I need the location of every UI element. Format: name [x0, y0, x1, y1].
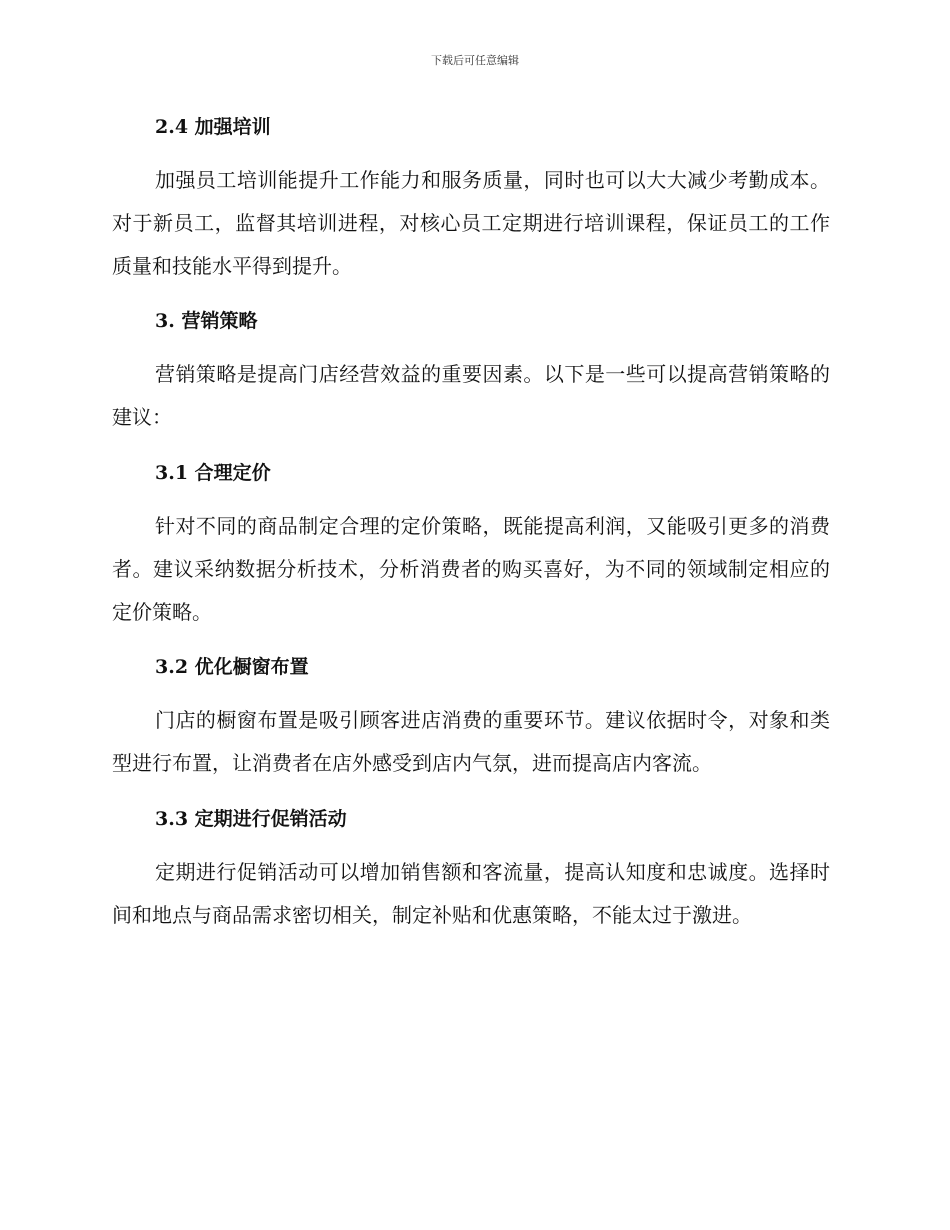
section-heading-3-2: 3.2 优化橱窗布置 — [155, 656, 309, 678]
section-paragraph-3: 营销策略是提高门店经营效益的重要因素。以下是一些可以提高营销策略的建议： — [112, 362, 830, 429]
section-heading-3-3: 3.3 定期进行促销活动 — [155, 808, 347, 830]
section-heading-3-1: 3.1 合理定价 — [155, 462, 271, 484]
section-paragraph-2-4: 加强员工培训能提升工作能力和服务质量，同时也可以大大减少考勤成本。对于新员工，监督其培训进程，对核心员工定期进行培训课程，保证员工的工作质量和技能水平得到提升。 — [112, 168, 830, 278]
section-heading-2-4: 2.4 加强培训 — [155, 116, 271, 138]
section-paragraph-3-2: 门店的橱窗布置是吸引顾客进店消费的重要环节。建议依据时令，对象和类型进行布置，让消费者在店外感受到店内气氛，进而提高店内客流。 — [112, 708, 830, 775]
section-paragraph-3-3: 定期进行促销活动可以增加销售额和客流量，提高认知度和忠诚度。选择时间和地点与商品需求密切相关，制定补贴和优惠策略，不能太过于激进。 — [112, 860, 830, 927]
page-header-note: 下载后可任意编辑 — [431, 54, 519, 67]
section-heading-3: 3. 营销策略 — [155, 310, 258, 332]
section-paragraph-3-1: 针对不同的商品制定合理的定价策略，既能提高利润，又能吸引更多的消费者。建议采纳数据分析技术，分析消费者的购买喜好，为不同的领域制定相应的定价策略。 — [112, 514, 830, 624]
